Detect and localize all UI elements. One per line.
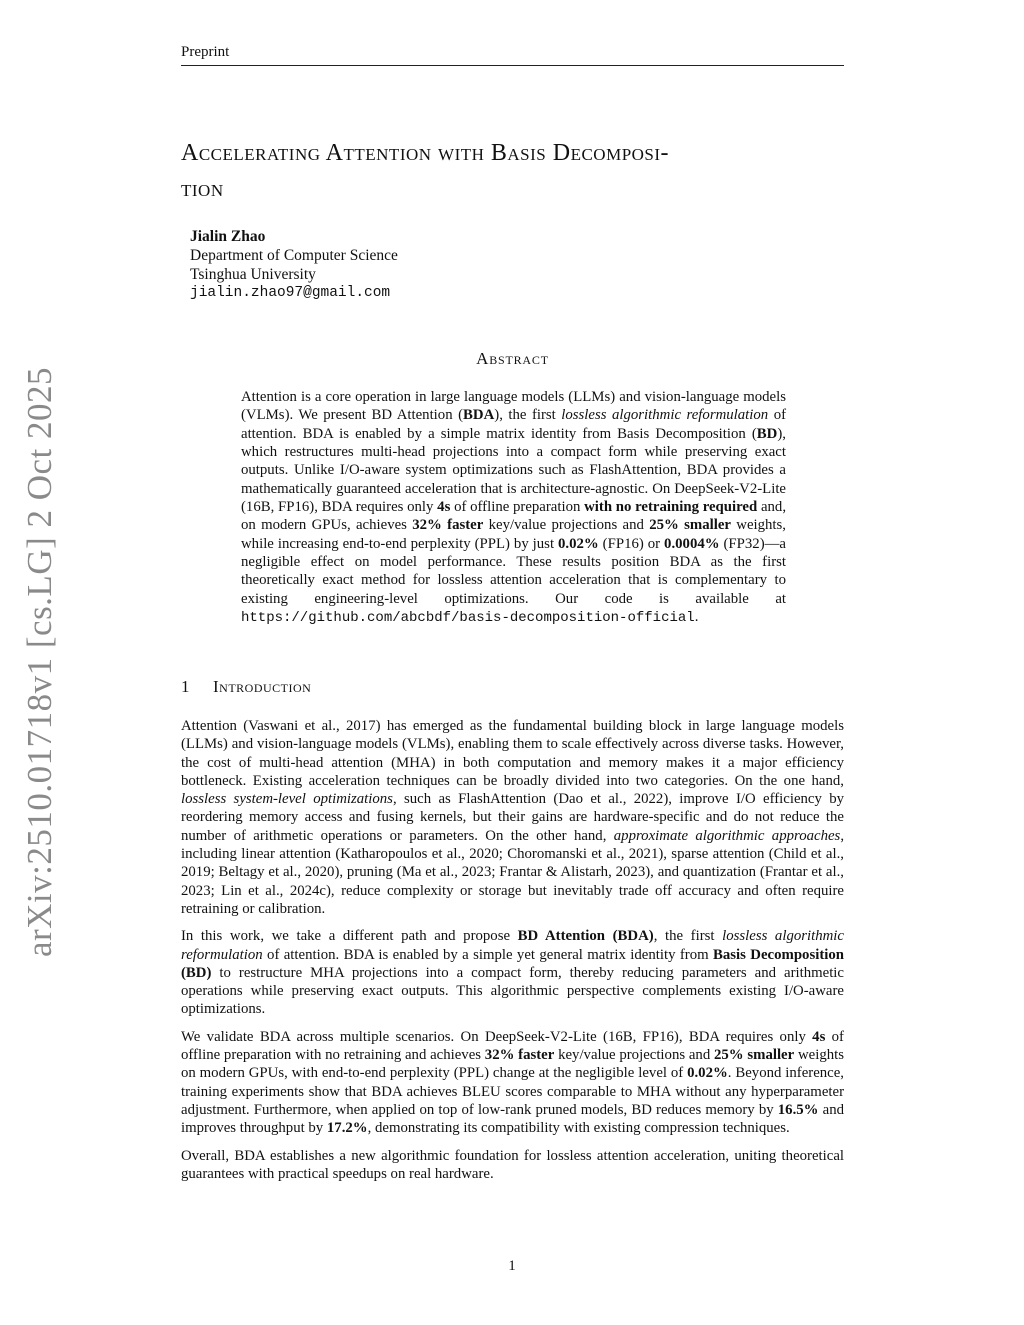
paragraph-text: Attention (Vaswani et al., 2017) has emerged as the fundamental building block in large language models (LLMs) and vision-language models (VLMs), enabling them to scale effectively across diverse tasks. However, the cost of multi-head attention (MHA) in both computation and memory makes it a major efficiency bottleneck. Existing acceleration techniques can be broadly divided into two categories. On the one hand, [181, 718, 844, 789]
paragraph-text: . Beyond inference, training experiments show that BDA achieves BLEU scores comparable to MHA without any hyperparameter adjustment. Furthermore, when applied on top of low-rank pruned models, BD reduces memory by [181, 1065, 844, 1118]
paragraph-text: weights on modern GPUs, with end-to-end perplexity (PPL) change at the negligible level of [181, 1047, 844, 1082]
abstract-text: of attention. BDA is enabled by a simple matrix identity from Basis Decomposition ( [241, 407, 787, 442]
abstract-text: . [694, 609, 699, 626]
paragraph-text: , including linear attention (Katharopoulos et al., 2020; Choromanski et al., 2021), sparse attention (Child et al., 2019; Beltagy et al., 2020), pruning (Ma et al., 2023; Frantar & Alistarh, 2023), and quantization (Frantar et al., 2023; Lin et al., 2024c), reduce complexity or storage but inevitably trade off accuracy and often require retraining or calibration. [181, 827, 845, 917]
title-line-1: Accelerating Attention with Basis Decomposi- [181, 140, 670, 166]
code-link[interactable]: https://github.com/abcbdf/basis-decomposition-official [241, 610, 695, 627]
abstract-bold: 25% smaller [649, 517, 731, 534]
abstract-bold: 32% faster [412, 517, 484, 534]
section-heading [181, 677, 311, 697]
paragraph-bold: BD Attention (BDA) [517, 928, 654, 945]
paragraph-text: Overall, BDA establishes a new algorithmic foundation for lossless attention acceleration, uniting theoretical guarantees with practical speedups on real hardware. [181, 1147, 844, 1182]
paragraph-italic: lossless system-level optimizations [181, 791, 393, 808]
paragraph-text: and improves throughput by [181, 1101, 844, 1137]
paragraph-bold: 16.5% [777, 1101, 819, 1118]
author-name: Jialin Zhao [190, 228, 266, 245]
paragraph-text: , the first [653, 928, 723, 945]
abstract-bold: BD [756, 425, 778, 442]
abstract-heading: Abstract [476, 349, 549, 368]
paragraph-bold: Basis Decomposition (BD) [181, 946, 844, 981]
arxiv-side-stamp: arXiv:2510.01718v1 [cs.LG] 2 Oct 2025 [20, 366, 59, 958]
paragraph-text: to restructure MHA projections into a compact form, thereby reducing parameters and arithmetic operations while preserving exact outputs. This algorithmic perspective complements existing I/O-aware optimizations. [181, 964, 844, 1018]
abstract-italic: lossless algorithmic reformulation [561, 407, 769, 424]
paragraph-italic: approximate algorithmic approaches [613, 827, 841, 844]
section-number: 1 [181, 677, 190, 696]
paragraph [181, 1147, 844, 1184]
paragraph-text: of attention. BDA is enabled by a simple yet general matrix identity from [262, 946, 714, 963]
abstract-text: (FP16) or [598, 535, 665, 552]
abstract-bold: 4s [437, 499, 451, 516]
paragraph-bold: 0.02% [687, 1065, 728, 1082]
paragraph [181, 1028, 844, 1138]
abstract-text: Attention is a core operation in large language models (LLMs) and vision-language models (VLMs). We present BD Attention ( [241, 389, 786, 424]
abstract-bold: with no retraining required [584, 499, 758, 516]
abstract-text: of offline preparation [450, 499, 585, 516]
paragraph-bold: 17.2% [326, 1120, 368, 1137]
abstract-bold: BDA [463, 407, 495, 424]
abstract-text: key/value projections and [483, 517, 650, 534]
paragraph-text: , demonstrating its compatibility with existing compression techniques. [367, 1120, 790, 1137]
paragraph-bold: 32% faster [484, 1047, 555, 1064]
abstract-body [241, 388, 786, 627]
abstract-bold: 0.0004% [664, 535, 720, 552]
paragraph [181, 717, 844, 918]
paragraph-italic: lossless algorithmic reformulation [181, 928, 844, 963]
paragraph-text: of offline preparation with no retraining and achieves [181, 1028, 844, 1064]
paragraph-text: We validate BDA across multiple scenarios. On DeepSeek-V2-Lite (16B, FP16), BDA requires only [181, 1028, 813, 1045]
section-title: Introduction [213, 677, 312, 696]
abstract-bold: 0.02% [558, 535, 599, 552]
author-department: Department of Computer Science [190, 247, 398, 264]
abstract-text: weights, while increasing end-to-end perplexity (PPL) by just [241, 517, 786, 552]
paragraph-text: In this work, we take a different path and propose [181, 928, 518, 945]
abstract-text: (FP32)—a negligible effect on model performance. These results position BDA as the first theoretically exact method for lossless attention acceleration that is complementary to existing engineering-level optimizations. Our code is available at [241, 535, 786, 607]
author-university: Tsinghua University [190, 266, 316, 283]
paragraph-text: , such as FlashAttention (Dao et al., 2022), improve I/O efficiency by reordering memory access and fusing kernels, but their gains are hardware-specific and do not reduce the number of arithmetic operations or parameters. On the other hand, [181, 791, 845, 844]
introduction-body [181, 717, 844, 1192]
abstract-text: and, on modern GPUs, achieves [241, 499, 787, 534]
paragraph-bold: 25% smaller [714, 1047, 795, 1064]
paper-title [181, 135, 861, 207]
abstract-text: ), which restructures multi-head projections into a compact form while preserving exact outputs. Unlike I/O-aware system optimizations such as FlashAttention, BDA provides a mathematically guaranteed acceleration that is architecture-agnostic. On DeepSeek-V2-Lite (16B, FP16), BDA requires only [241, 425, 786, 516]
paragraph-text: key/value projections and [554, 1047, 714, 1064]
paragraph-bold: 4s [812, 1028, 826, 1045]
abstract-text: ), the first [494, 407, 562, 424]
author-block [190, 227, 398, 303]
paragraph [181, 927, 844, 1018]
running-header: Preprint [181, 44, 844, 66]
page-number: 1 [508, 1258, 516, 1274]
author-email[interactable]: jialin.zhao97@gmail.com [190, 285, 391, 301]
title-line-2: tion [181, 176, 224, 202]
